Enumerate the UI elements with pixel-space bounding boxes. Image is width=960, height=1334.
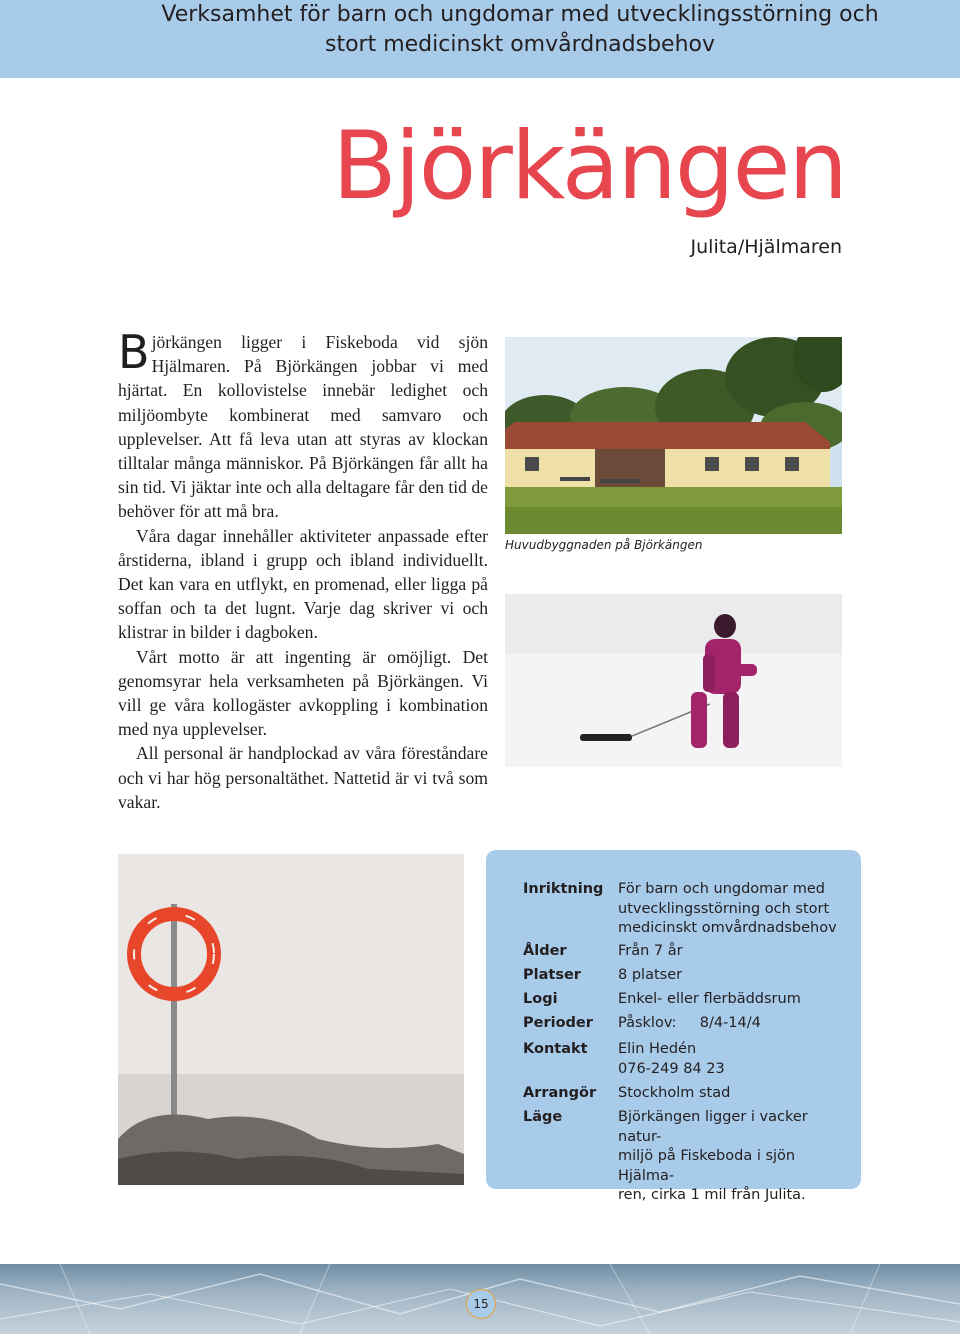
perioder-name: Påsklov: (618, 1015, 677, 1031)
info-label-lage: Läge (523, 1109, 563, 1125)
info-value-alder: Från 7 år (618, 943, 683, 959)
paragraph-2: Våra dagar innehåller aktiviteter anpassade efter årstiderna, ibland i grupp och ibland individuellt. Det kan vara en utflykt, en promenad, eller ligga på soffan och ta det lugnt. Varje dag skriver vi och klistrar in bilder i dagboken. (118, 525, 488, 643)
info-label-logi: Logi (523, 991, 558, 1007)
info-value-kontakt (618, 1040, 848, 1079)
snow-photo (505, 594, 842, 767)
paragraph-4: All personal är handplockad av våra föreståndare och vi har hög personaltäthet. Nattetid är vi två som vakar. (118, 743, 488, 812)
lage-line-1: Björkängen ligger i vacker natur- (618, 1109, 808, 1145)
kontakt-phone: 076-249 84 23 (618, 1060, 725, 1077)
body-text (118, 325, 488, 814)
info-row-inriktning (523, 880, 843, 940)
info-row-lage (523, 1108, 843, 1203)
info-value-inriktning (618, 880, 848, 939)
lifebuoy-photo (118, 854, 464, 1185)
paragraph-1 (118, 325, 488, 524)
info-box (486, 850, 861, 1203)
child-sled-illustration (505, 594, 842, 767)
info-label-alder: Ålder (523, 943, 567, 959)
page-subtitle: Julita/Hjälmaren (690, 236, 842, 258)
lifebuoy-illustration (118, 854, 464, 1185)
house-illustration (505, 337, 842, 534)
header-banner (0, 0, 960, 78)
kontakt-name: Elin Hedén (618, 1041, 697, 1057)
paragraph-1-text: jörkängen ligger i Fiskeboda vid sjön Hjälmaren. På Björkängen jobbar vi med hjärtat. En kollovistelse innebär ledighet och miljöombyte kombinerat med samvaro och upplevelser. Att få leva utan att styras av klockan tilltalar många människor. På Björkängen får allt ha sin tid. Vi jäktar inte och alla deltagare får den tid de behöver för att må bra. (118, 332, 488, 522)
info-row-kontakt (523, 1040, 843, 1080)
info-value-lage (618, 1108, 848, 1206)
info-label-platser: Platser (523, 967, 581, 983)
info-value-platser: 8 platser (618, 967, 683, 983)
paragraph-3: Vårt motto är att ingenting är omöjligt. Det genomsyrar hela verksamheten på Björkängen. Vi vill ge våra kollogäster avkoppling i kombination med nya upplevelser. (118, 646, 488, 740)
info-label-kontakt: Kontakt (523, 1041, 588, 1057)
info-value-arrangor: Stockholm stad (618, 1085, 731, 1101)
info-label-inriktning: Inriktning (523, 881, 604, 897)
page-number: 15 (466, 1289, 496, 1319)
house-photo-caption: Huvudbyggnaden på Björkängen (505, 538, 703, 552)
banner-line-1: Verksamhet för barn och ungdomar med utvecklingsstörning och (161, 2, 879, 27)
lage-line-3: ren, cirka 1 mil från Julita. (618, 1187, 806, 1203)
lage-line-2: miljö på Fiskeboda i sjön Hjälma- (618, 1148, 796, 1184)
info-label-arrangor: Arrangör (523, 1085, 597, 1101)
page-title: Björkängen (332, 112, 846, 221)
banner-text (120, 0, 920, 60)
info-value-logi: Enkel- eller flerbäddsrum (618, 991, 801, 1007)
perioder-dates: 8/4-14/4 (699, 1015, 761, 1031)
info-value-perioder (618, 1014, 848, 1034)
inriktning-line-2: utvecklingsstörning och stort (618, 900, 830, 917)
dropcap: B (118, 325, 150, 379)
info-label-perioder: Perioder (523, 1015, 593, 1031)
house-photo (505, 337, 842, 534)
inriktning-line-3: medicinskt omvårdnadsbehov (618, 920, 837, 936)
banner-line-2: stort medicinskt omvårdnadsbehov (324, 32, 716, 57)
inriktning-line-1: För barn och ungdomar med (618, 881, 825, 897)
